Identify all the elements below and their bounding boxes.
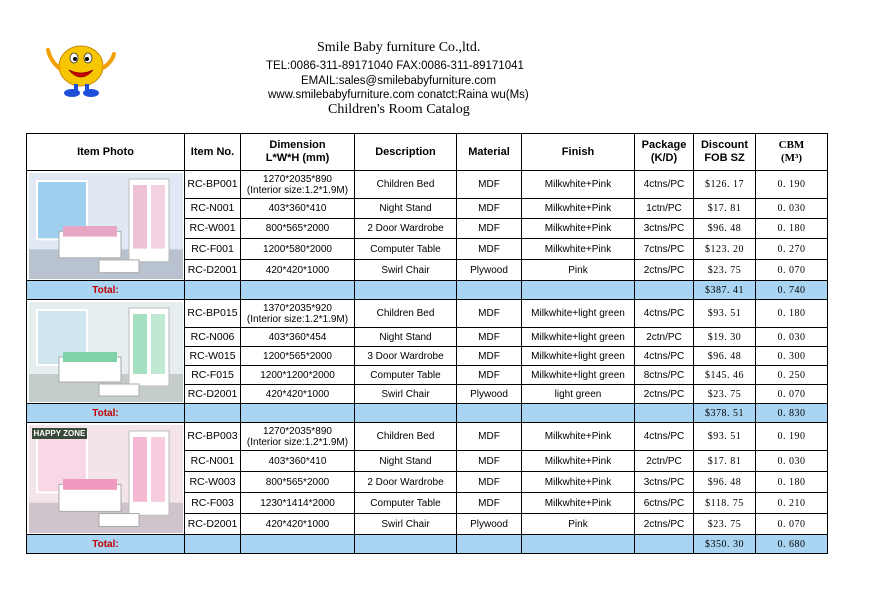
total-empty-cell [241,281,355,300]
price-cell: $23. 75 [694,514,756,535]
col-header-cbm [756,134,828,171]
description-cell: Swirl Chair [355,385,457,404]
col-header-dimension [241,134,355,171]
item-no-cell: RC-N006 [185,328,241,347]
material-cell: MDF [457,423,522,451]
total-row [27,404,828,423]
dimension-value: 1270*2035*890 [263,425,332,437]
total-price-cell: $387. 41 [694,281,756,300]
total-empty-cell [185,281,241,300]
cbm-cell: 0. 180 [756,219,828,239]
photo-banner: HAPPY ZONE [33,428,86,438]
finish-cell: Milkwhite+Pink [522,451,635,472]
item-no-cell: RC-W003 [185,472,241,493]
cbm-cell: 0. 190 [756,171,828,199]
item-no-cell: RC-BP015 [185,300,241,328]
price-cell: $19. 30 [694,328,756,347]
total-empty-cell [355,404,457,423]
total-empty-cell [457,281,522,300]
website-contact-line: www.smilebabyfurniture.com conatct:Raina wu(Ms) [268,89,529,101]
description-cell: 2 Door Wardrobe [355,472,457,493]
price-cell: $123. 20 [694,239,756,260]
finish-cell: Pink [522,260,635,281]
item-no-cell: RC-N001 [185,451,241,472]
item-photo-cell [27,171,185,281]
finish-cell: light green [522,385,635,404]
price-cell: $23. 75 [694,385,756,404]
dimension-cell [241,493,355,514]
total-row [27,281,828,300]
item-no-cell: RC-BP003 [185,423,241,451]
description-cell: Swirl Chair [355,514,457,535]
discount-label: Discount [700,139,749,151]
finish-cell: Milkwhite+light green [522,347,635,366]
price-cell: $96. 48 [694,219,756,239]
col-header-package [635,134,694,171]
finish-cell: Milkwhite+Pink [522,199,635,219]
description-cell: Computer Table [355,493,457,514]
room-photo-icon [29,425,183,533]
description-cell: Children Bed [355,300,457,328]
total-empty-cell [522,404,635,423]
material-cell: MDF [457,328,522,347]
description-cell: Night Stand [355,451,457,472]
package-cell: 3ctns/PC [635,219,694,239]
item-no-cell: RC-W001 [185,219,241,239]
total-cbm-cell: 0. 830 [756,404,828,423]
description-cell: Swirl Chair [355,260,457,281]
description-cell: 2 Door Wardrobe [355,219,457,239]
total-empty-cell [355,535,457,554]
dimension-cell [241,199,355,219]
material-cell: MDF [457,366,522,385]
finish-cell: Milkwhite+light green [522,328,635,347]
interior-size: (Interior size:1.2*1.9M) [246,184,349,196]
finish-cell: Milkwhite+Pink [522,171,635,199]
dimension-value: 403*360*410 [268,203,327,214]
total-empty-cell [635,281,694,300]
total-price-cell: $378. 51 [694,404,756,423]
dimension-value: 420*420*1000 [265,388,330,400]
package-cell: 3ctns/PC [635,472,694,493]
item-no-cell: RC-D2001 [185,385,241,404]
finish-cell: Milkwhite+Pink [522,239,635,260]
dimension-cell [241,347,355,366]
material-cell: Plywood [457,385,522,404]
material-cell: MDF [457,171,522,199]
item-no-cell: RC-W015 [185,347,241,366]
table-header-row [27,134,828,171]
room-photo [29,173,183,279]
total-empty-cell [457,535,522,554]
cbm-cell: 0. 190 [756,423,828,451]
cbm-unit: (M³) [780,152,802,164]
dimension-cell [241,239,355,260]
description-cell: Night Stand [355,199,457,219]
cbm-cell: 0. 270 [756,239,828,260]
dimension-value: 1200*565*2000 [263,350,332,362]
material-cell: MDF [457,472,522,493]
finish-cell: Pink [522,514,635,535]
discount-unit: FOB SZ [704,152,745,164]
package-cell: 1ctn/PC [635,199,694,219]
price-cell: $96. 48 [694,347,756,366]
material-cell: MDF [457,451,522,472]
total-empty-cell [457,404,522,423]
smiley-logo-icon [44,38,118,100]
interior-size: (Interior size:1.2*1.9M) [246,436,349,448]
package-cell: 4ctns/PC [635,300,694,328]
cbm-cell: 0. 030 [756,451,828,472]
table-row [27,423,828,451]
finish-cell: Milkwhite+Pink [522,219,635,239]
total-label: Total: [27,281,185,300]
table-row [27,300,828,328]
total-cbm-cell: 0. 740 [756,281,828,300]
dimension-value: 403*360*410 [268,455,327,467]
total-empty-cell [355,281,457,300]
table-row [27,171,828,199]
dimension-cell [241,300,355,328]
finish-cell: Milkwhite+Pink [522,493,635,514]
package-cell: 8ctns/PC [635,366,694,385]
description-cell: 3 Door Wardrobe [355,347,457,366]
material-cell: Plywood [457,514,522,535]
dimension-value: 1230*1414*2000 [260,497,335,509]
room-photo [29,425,183,533]
material-cell: MDF [457,347,522,366]
dimension-cell [241,219,355,239]
col-header-item-no: Item No. [185,134,241,171]
description-cell: Children Bed [355,423,457,451]
package-unit: (K/D) [650,152,678,164]
finish-cell: Milkwhite+Pink [522,423,635,451]
total-empty-cell [635,404,694,423]
description-cell: Computer Table [355,366,457,385]
total-price-cell: $350. 30 [694,535,756,554]
package-cell: 4ctns/PC [635,423,694,451]
cbm-cell: 0. 070 [756,260,828,281]
finish-cell: Milkwhite+Pink [522,472,635,493]
email-line: EMAIL:sales@smilebabyfurniture.com [301,75,497,87]
cbm-cell: 0. 070 [756,385,828,404]
price-cell: $93. 51 [694,423,756,451]
dimension-cell [241,366,355,385]
total-empty-cell [635,535,694,554]
dimension-unit: L*W*H (mm) [265,152,330,164]
cbm-cell: 0. 030 [756,199,828,219]
dimension-value: 420*420*1000 [265,518,330,530]
item-no-cell: RC-N001 [185,199,241,219]
dimension-cell [241,260,355,281]
cbm-cell: 0. 070 [756,514,828,535]
price-cell: $93. 51 [694,300,756,328]
item-no-cell: RC-F001 [185,239,241,260]
item-photo-cell [27,300,185,404]
dimension-cell [241,451,355,472]
price-cell: $145. 46 [694,366,756,385]
cbm-cell: 0. 210 [756,493,828,514]
price-cell: $23. 75 [694,260,756,281]
dimension-cell [241,514,355,535]
total-label: Total: [27,404,185,423]
col-header-material: Material [457,134,522,171]
col-header-description: Description [355,134,457,171]
item-no-cell: RC-BP001 [185,171,241,199]
total-empty-cell [522,281,635,300]
price-cell: $96. 48 [694,472,756,493]
dimension-cell [241,385,355,404]
dimension-cell [241,423,355,451]
room-photo [29,302,183,402]
package-cell: 4ctns/PC [635,171,694,199]
item-no-cell: RC-F003 [185,493,241,514]
dimension-value: 800*565*2000 [265,476,330,488]
item-no-cell: RC-D2001 [185,260,241,281]
total-row [27,535,828,554]
price-cell: $126. 17 [694,171,756,199]
cbm-cell: 0. 030 [756,328,828,347]
dimension-value: 403*360*454 [268,331,327,343]
dimension-value: 1200*1200*2000 [260,369,335,381]
cbm-cell: 0. 250 [756,366,828,385]
description-cell: Computer Table [355,239,457,260]
package-cell: 4ctns/PC [635,347,694,366]
description-cell: Night Stand [355,328,457,347]
dimension-value: 800*565*2000 [265,223,330,234]
package-cell: 2ctn/PC [635,328,694,347]
cbm-cell: 0. 180 [756,300,828,328]
total-empty-cell [522,535,635,554]
dimension-value: 1370*2035*920 [263,302,332,314]
package-cell: 6ctns/PC [635,493,694,514]
company-name: Smile Baby furniture Co.,ltd. [317,40,481,55]
description-cell: Children Bed [355,171,457,199]
interior-size: (Interior size:1.2*1.9M) [246,313,349,325]
tel-fax-line: TEL:0086-311-89171040 FAX:0086-311-89171041 [266,60,524,72]
material-cell: MDF [457,219,522,239]
dimension-value: 420*420*1000 [265,264,330,276]
total-empty-cell [241,535,355,554]
catalog-table [26,133,828,554]
catalog-body [27,171,828,554]
package-cell: 2ctn/PC [635,451,694,472]
package-cell: 7ctns/PC [635,239,694,260]
total-empty-cell [241,404,355,423]
finish-cell: Milkwhite+light green [522,366,635,385]
item-no-cell: RC-D2001 [185,514,241,535]
item-no-cell: RC-F015 [185,366,241,385]
dimension-cell [241,472,355,493]
package-cell: 2ctns/PC [635,385,694,404]
price-cell: $17. 81 [694,199,756,219]
dimension-cell [241,171,355,199]
col-header-discount [694,134,756,171]
package-cell: 2ctns/PC [635,514,694,535]
cbm-cell: 0. 300 [756,347,828,366]
price-cell: $17. 81 [694,451,756,472]
material-cell: MDF [457,493,522,514]
finish-cell: Milkwhite+light green [522,300,635,328]
dimension-label: Dimension [269,139,326,151]
cbm-cell: 0. 180 [756,472,828,493]
catalog-title: Children's Room Catalog [328,102,470,117]
total-label: Total: [27,535,185,554]
total-empty-cell [185,535,241,554]
room-photo-icon [29,302,183,402]
total-cbm-cell: 0. 680 [756,535,828,554]
price-cell: $118. 75 [694,493,756,514]
material-cell: Plywood [457,260,522,281]
package-label: Package [641,139,687,151]
cbm-label: CBM [778,139,805,151]
dimension-cell [241,328,355,347]
material-cell: MDF [457,239,522,260]
room-photo-icon [29,173,183,279]
col-header-photo: Item Photo [27,134,185,171]
material-cell: MDF [457,300,522,328]
col-header-finish: Finish [522,134,635,171]
dimension-value: 1200*580*2000 [263,243,332,255]
item-photo-cell [27,423,185,535]
package-cell: 2ctns/PC [635,260,694,281]
dimension-value: 1270*2035*890 [263,173,332,185]
material-cell: MDF [457,199,522,219]
total-empty-cell [185,404,241,423]
